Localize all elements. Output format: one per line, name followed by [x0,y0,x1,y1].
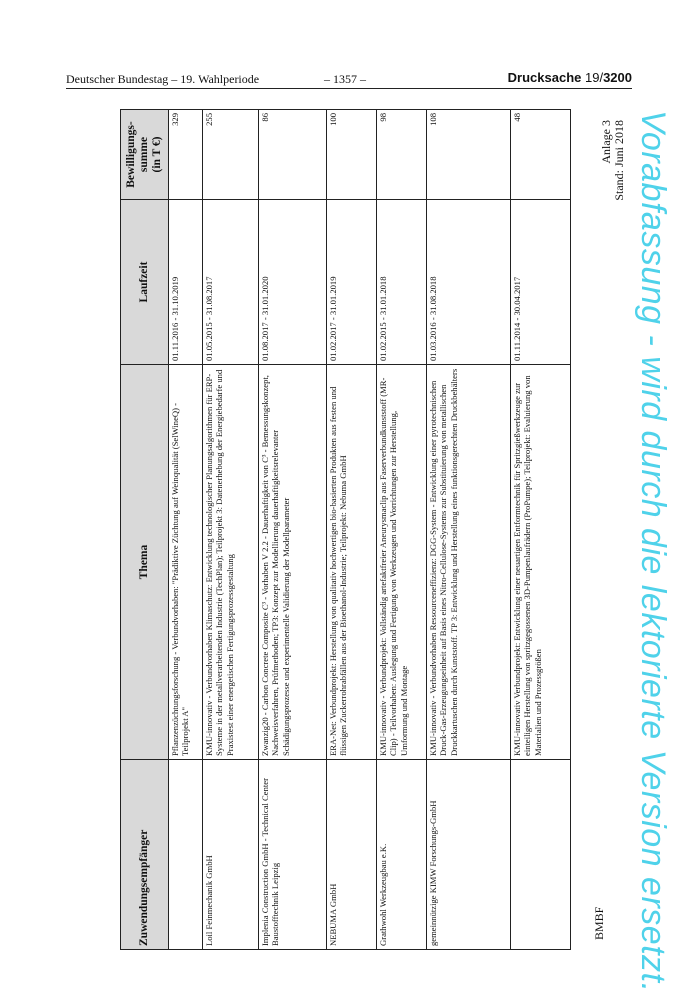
cell-runtime: 01.11.2016 - 31.10.2019 [169,200,203,365]
drucksache-label: Drucksache [507,70,582,85]
draft-watermark: Vorabfassung - wird durch die lektorierte Version ersetzt. [634,110,672,993]
col-header-runtime: Laufzeit [121,200,169,365]
cell-topic: KMU-innovativ - Verbundprojekt: Vollständig artefaktfreier Aneurysmaclip aus Faserverbundkunststoff (MR-Clip) - Teilvorhaben: Auslegung und Fertigung von Werkzeugen und Vorrichtungen zur Herstellung, Umformung und Montage [377,365,427,760]
cell-runtime: 01.02.2017 - 31.01.2019 [327,200,377,365]
annex-info [600,120,626,201]
annex-number: Anlage 3 [599,120,613,164]
cell-sum: 108 [427,110,511,200]
cell-sum: 329 [169,110,203,200]
cell-recipient: Grathwohl Werkzeugbau e.K. [377,760,427,950]
ministry-label: BMBF [592,906,606,940]
funding-table [120,109,571,950]
col-header-topic: Thema [121,365,169,760]
rotated-landscape-content [120,110,640,950]
cell-runtime: 01.05.2015 - 31.08.2017 [203,200,259,365]
header-publication: Deutscher Bundestag – 19. Wahlperiode [66,72,260,86]
col-header-sum [121,110,169,200]
cell-sum: 98 [377,110,427,200]
cell-topic: ERA-Net: Verbundprojekt: Herstellung von qualitativ hochwertigen bio-basierten Produkten aus festen und flüssigen Zuckerrohrabfällen aus der Bioethanol-Industrie; Teilprojekt: Nebuma GmbH [327,365,377,760]
cell-sum: 255 [203,110,259,200]
sum-header-line1: Bewilligungs- [125,121,137,188]
page-header [66,72,632,92]
annex-date: Stand: Juni 2018 [612,120,626,201]
sum-header-line2: summe [138,136,150,173]
cell-topic: KMU-innovativ - Verbundvorhaben Klimaschutz: Entwicklung technologischer Planungsalgorithmen für ERP-Systeme in der metallverarbeitenden Industrie (TechPlan); Teilprojekt 3: Datenerhebung der Energiebedarfe und Praxistest einer energetischen Fertigungsprozessgestaltung [203,365,259,760]
cell-topic: Pflanzenzüchtungsforschung - Verbundvorhaben: "Prädiktive Züchtung auf Weinqualität (SelWineQ) - Teilprojekt A" [169,365,203,760]
drucksache-number: 3200 [603,70,632,85]
cell-topic: KMU-innovativ Verbundprojekt: Entwicklung einer neuartigen Entformtechnik für Spritzgießwerkzeuge zur einteiligen Herstellung von spritzgegossenen 3D-Pumpenlaufrädern (ProPumpe); Teilprojekt: Evaluierung von Materialien und Prozessgrößen [511,365,571,760]
table-row [203,110,259,950]
cell-recipient: Loil Feinmechanik GmbH [203,760,259,950]
sum-header-line3: (in T €) [151,136,163,173]
cell-runtime: 01.02.2015 - 31.01.2018 [377,200,427,365]
cell-recipient: gemeinnützige KIMW Forschungs-GmbH [427,760,511,950]
cell-sum: 100 [327,110,377,200]
header-drucksache [508,70,632,85]
drucksache-prefix: 19/ [585,70,604,85]
cell-sum: 86 [259,110,327,200]
cell-recipient [511,760,571,950]
table-row [169,110,203,950]
cell-topic: KMU-innovativ - Verbundvorhaben Ressourceneffizienz: DGG-System - Entwicklung einer pyrotechnischen Druck-Gas-Erzeugungseinheit auf Basis eines Nitro-Cellulose-Systems zur Substituierung von metallischen Druckkartuschen durch Kunststoff. TP 3: Entwicklung und Herstellung eines funktionsgerechten Druckbehälters [427,365,511,760]
cell-sum: 48 [511,110,571,200]
cell-runtime: 01.03.2016 - 31.08.2018 [427,200,511,365]
cell-runtime: 01.11.2014 - 30.04.2017 [511,200,571,365]
table-row [377,110,427,950]
cell-runtime: 01.08.2017 - 31.01.2020 [259,200,327,365]
table-row [511,110,571,950]
table-header-row [121,110,169,950]
col-header-recipient: Zuwendungsempfänger [121,760,169,950]
table-row [327,110,377,950]
table-row [259,110,327,950]
cell-recipient: Implenia Construction GmbH - Technical Center Baustofftechnik Leipzig [259,760,327,950]
header-page-number: – 1357 – [324,72,366,86]
header-rule [66,88,632,89]
cell-recipient: NEBUMA GmbH [327,760,377,950]
cell-topic: Zwanzig20 - Carbon Concrete Composite C³ - Vorhaben V 2.2 - Dauerhaftigkeit von C³ - Bemessungskonzept, Nachweisverfahren, Prüfmethoden; TP3: Konzept zur Modellierung dauerhaftigkeitsrelevanter Schädigungsprozesse und experimentelle Validierung der Modellparameter [259,365,327,760]
cell-recipient [169,760,203,950]
table-row [427,110,511,950]
